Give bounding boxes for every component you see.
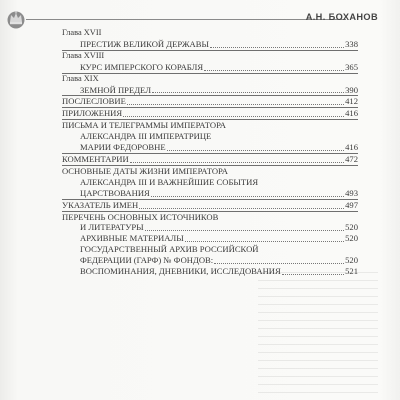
toc-leader-dots (145, 230, 344, 231)
toc-entry (62, 39, 358, 50)
toc-page-number: 520 (345, 255, 358, 266)
toc-entry (62, 108, 358, 119)
toc-entry-title: Глава XVII (62, 28, 102, 37)
toc-entry-title: АЛЕКСАНДРА III ИМПЕРАТРИЦЕ (80, 131, 212, 142)
toc-leader-dots (185, 241, 344, 242)
toc-entry-title: КОММЕНТАРИИ (62, 153, 129, 164)
toc-leader-dots (282, 274, 344, 275)
toc-entry (62, 212, 358, 223)
toc-page-number: 416 (345, 108, 358, 119)
toc-entry-title: ПРИЛОЖЕНИЯ (62, 108, 123, 119)
toc-entry-title: Глава XVIII (62, 50, 105, 60)
toc-leader-dots (151, 196, 344, 197)
toc-entry (62, 233, 358, 244)
toc-page-number: 493 (345, 187, 358, 198)
toc-entry-title: ПЕРЕЧЕНЬ ОСНОВНЫХ ИСТОЧНИКОВ (62, 211, 219, 222)
toc-entry (62, 142, 358, 153)
toc-leader-dots (152, 92, 344, 93)
toc-entry-title: КУРС ИМПЕРСКОГО КОРАБЛЯ (80, 61, 204, 72)
toc-entry (62, 177, 358, 188)
imperial-crown-icon (6, 9, 26, 29)
toc-entry-title: МАРИИ ФЕДОРОВНЕ (80, 142, 166, 153)
toc-entry (62, 222, 358, 233)
toc-leader-dots (214, 263, 344, 264)
table-of-contents (62, 28, 358, 277)
toc-entry (62, 188, 358, 199)
toc-chapter-heading (62, 28, 358, 39)
toc-page-number: 520 (345, 222, 358, 233)
show-through-text (258, 265, 378, 395)
toc-entry-title: И ЛИТЕРАТУРЫ (80, 222, 144, 233)
toc-entry (62, 96, 358, 107)
toc-page-number: 416 (345, 142, 358, 153)
toc-chapter-heading (62, 74, 358, 85)
toc-entry-title: АЛЕКСАНДРА III И ВАЖНЕЙШИЕ СОБЫТИЯ (80, 176, 259, 187)
toc-entry (62, 244, 358, 255)
toc-page-number: 521 (345, 266, 358, 277)
toc-entry (62, 200, 358, 211)
running-head-author: А.Н. БОХАНОВ (305, 12, 378, 22)
toc-entry-title: АРХИВНЫЕ МАТЕРИАЛЫ (80, 233, 184, 244)
toc-leader-dots (127, 104, 344, 105)
toc-entry (62, 266, 358, 277)
toc-page-number: 390 (345, 84, 358, 95)
toc-leader-dots (123, 116, 344, 117)
toc-entry-title: ПОСЛЕСЛОВИЕ (62, 96, 126, 107)
toc-page-number: 338 (345, 38, 358, 49)
toc-entry (62, 255, 358, 266)
toc-entry (62, 131, 358, 142)
toc-entry-title: ЦАРСТВОВАНИЯ (80, 187, 150, 198)
toc-entry-title: ФЕДЕРАЦИИ (ГАРФ) № ФОНДОВ: (80, 255, 214, 266)
header-rule (26, 19, 346, 20)
toc-leader-dots (210, 47, 344, 48)
toc-entry-title: УКАЗАТЕЛЬ ИМЕН (62, 199, 139, 210)
toc-entry (62, 154, 358, 165)
toc-leader-dots (167, 150, 345, 151)
toc-leader-dots (139, 208, 344, 209)
toc-entry-title: ЗЕМНОЙ ПРЕДЕЛ (80, 84, 152, 95)
toc-entry-title: Глава XIX (62, 73, 99, 83)
toc-entry-title: ПРЕСТИЖ ВЕЛИКОЙ ДЕРЖАВЫ (80, 38, 209, 49)
toc-page-number: 412 (345, 96, 358, 107)
toc-page-number: 365 (345, 61, 358, 72)
toc-page-number: 472 (345, 153, 358, 164)
toc-leader-dots (204, 70, 344, 71)
toc-chapter-heading (62, 51, 358, 62)
toc-page-number: 497 (345, 199, 358, 210)
toc-entry (62, 120, 358, 131)
toc-page-number: 520 (345, 233, 358, 244)
toc-entry (62, 85, 358, 96)
toc-entry-title: ПИСЬМА И ТЕЛЕГРАММЫ ИМПЕРАТОРА (62, 120, 226, 131)
toc-entry-title: ВОСПОМИНАНИЯ, ДНЕВНИКИ, ИССЛЕДОВАНИЯ (80, 266, 281, 277)
toc-leader-dots (130, 162, 344, 163)
toc-entry-title: ОСНОВНЫЕ ДАТЫ ЖИЗНИ ИМПЕРАТОРА (62, 165, 228, 176)
toc-entry (62, 166, 358, 177)
toc-entry (62, 62, 358, 73)
toc-entry-title: ГОСУДАРСТВЕННЫЙ АРХИВ РОССИЙСКОЙ (80, 244, 259, 255)
